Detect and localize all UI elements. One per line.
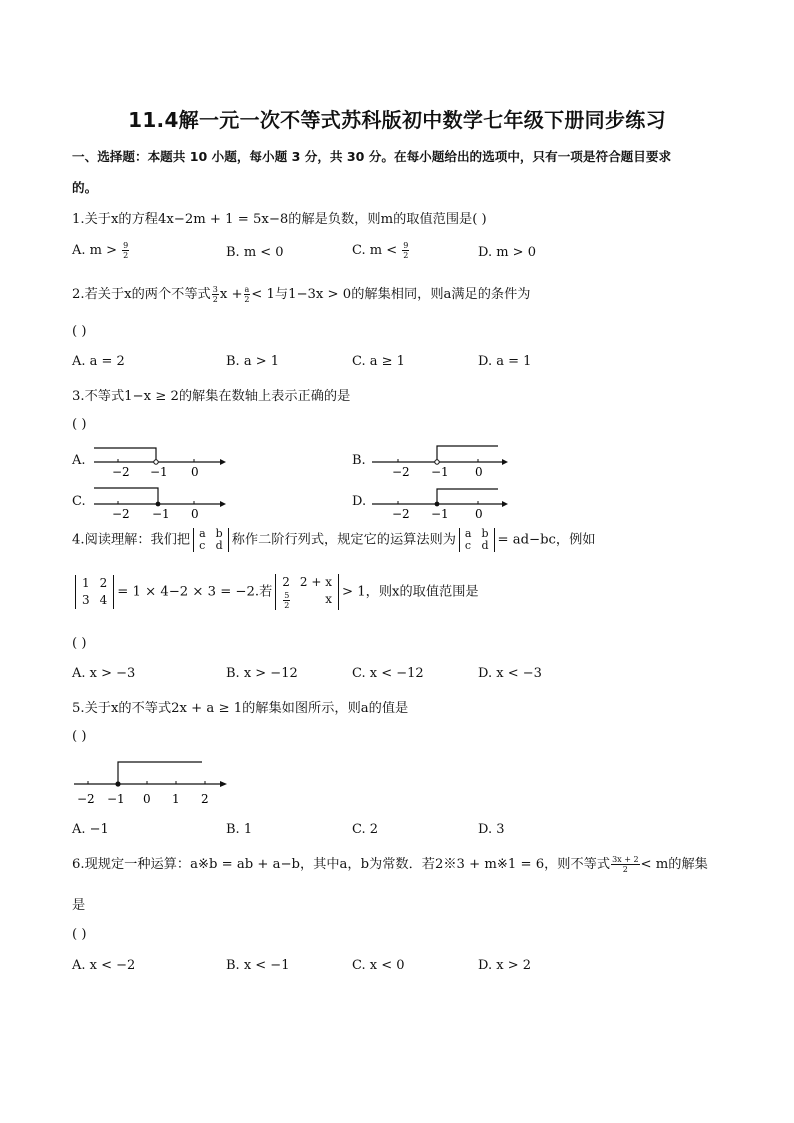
q2-frac-2 xyxy=(244,285,251,304)
q6-frac xyxy=(611,855,639,874)
q4-stem xyxy=(72,528,596,552)
q1-option-b: B. m < 0 xyxy=(226,245,284,260)
q6-paren: ( ) xyxy=(72,927,87,942)
det-entry: 4 xyxy=(99,593,108,607)
solution-ray xyxy=(94,448,156,462)
tick-label: −1 xyxy=(107,792,125,806)
q2-stem-mid: x + xyxy=(219,287,243,302)
tick-label: −1 xyxy=(431,465,449,479)
det-entry: c xyxy=(199,539,206,552)
det-entry: 2 + x xyxy=(299,575,332,589)
det-entry: c xyxy=(464,539,472,552)
tick-label: −2 xyxy=(392,507,410,521)
q4-option-a: A. x > −3 xyxy=(72,666,136,681)
axis-arrow xyxy=(502,459,508,465)
q4-det-4 xyxy=(275,574,339,610)
q2-frac-2-num: a xyxy=(244,285,250,294)
q2-option-b: B. a > 1 xyxy=(226,354,279,369)
q4-det-1 xyxy=(193,528,229,552)
det-entry: 3 xyxy=(82,593,90,607)
q4-example xyxy=(72,574,479,610)
tick-label: −2 xyxy=(112,465,130,479)
q3-option-c-label: C. xyxy=(72,494,86,509)
tick-label: 0 xyxy=(143,792,151,806)
tick-label: 0 xyxy=(475,507,483,521)
det-entry: 2 xyxy=(99,576,108,590)
open-dot xyxy=(435,460,439,464)
q1-c-frac xyxy=(402,241,409,260)
q1-stem: 1.关于x的方程4x−2m + 1 = 5x−8的解是负数，则m的取值范围是( ) xyxy=(72,212,487,227)
det-entry: x xyxy=(325,592,332,606)
tick-label: 1 xyxy=(172,792,180,806)
det-entry: d xyxy=(481,539,489,552)
q2-option-c: C. a ≥ 1 xyxy=(352,354,405,369)
tick-label: 0 xyxy=(475,465,483,479)
q5-option-c: C. 2 xyxy=(352,822,379,837)
q3-stem: 3.不等式1−x ≥ 2的解集在数轴上表示正确的是 xyxy=(72,389,351,404)
q3-option-a-numline xyxy=(90,440,230,482)
q3-option-d-label: D. xyxy=(352,494,367,509)
q3-option-a-label: A. xyxy=(72,453,86,468)
closed-dot xyxy=(435,502,440,507)
det-entry: 2 xyxy=(282,575,290,589)
q6-stem-cont: 是 xyxy=(72,898,86,913)
q5-option-a: A. −1 xyxy=(72,822,109,837)
q2-option-d: D. a = 1 xyxy=(478,354,532,369)
q5-option-d: D. 3 xyxy=(478,822,505,837)
q4-stem-mid: 称作二阶行列式，规定它的运算法则为 xyxy=(231,532,456,548)
q2-option-a: A. a = 2 xyxy=(72,354,125,369)
q1-option-c xyxy=(352,241,410,260)
q3-option-c-numline xyxy=(90,482,230,524)
q1-option-a xyxy=(72,241,130,260)
q2-stem xyxy=(72,283,531,304)
det-entry: b xyxy=(215,527,223,540)
tick-label: −1 xyxy=(152,507,170,521)
section-instructions: 一、选择题：本题共 10 小题，每小题 3 分，共 30 分。在每小题给出的选项中，只有一项是符合题目要求 xyxy=(72,149,672,164)
tick-label: 0 xyxy=(191,507,199,521)
det-entry: 1 xyxy=(82,576,90,590)
page-title: 11.4解一元一次不等式苏科版初中数学七年级下册同步练习 xyxy=(128,108,666,132)
q1-a-frac xyxy=(122,241,129,260)
tick-label: −2 xyxy=(77,792,95,806)
q6-stem xyxy=(72,853,708,874)
q1-c-text: C. m < xyxy=(352,243,398,258)
q2-paren: ( ) xyxy=(72,324,87,339)
q2-stem-post: < 1与1−3x > 0的解集相同，则a满足的条件为 xyxy=(251,287,531,302)
q6-option-b: B. x < −1 xyxy=(226,958,290,973)
frac-num: 5 xyxy=(284,591,290,600)
q6-frac-den: 2 xyxy=(622,865,628,874)
frac-den: 2 xyxy=(284,601,290,610)
q4-stem-pre: 4.阅读理解：我们把 xyxy=(72,532,191,548)
tick-label: −1 xyxy=(150,465,168,479)
solution-ray xyxy=(437,446,498,462)
q6-stem-post: < m的解集 xyxy=(640,857,708,872)
axis-arrow xyxy=(220,781,227,787)
q5-paren: ( ) xyxy=(72,729,87,744)
q6-option-c: C. x < 0 xyxy=(352,958,405,973)
q2-frac-2-den: 2 xyxy=(244,295,250,304)
tick-label: 2 xyxy=(201,792,209,806)
axis-arrow xyxy=(502,501,508,507)
axis-arrow xyxy=(220,501,226,507)
q3-option-d-numline xyxy=(368,482,513,524)
q1-a-den: 2 xyxy=(123,251,129,260)
q4-option-c: C. x < −12 xyxy=(352,666,424,681)
q3-paren: ( ) xyxy=(72,417,87,432)
solution-ray xyxy=(94,488,158,504)
tick-label: 0 xyxy=(191,465,199,479)
q1-option-d: D. m > 0 xyxy=(478,245,536,260)
q5-numline xyxy=(72,756,232,808)
closed-dot xyxy=(156,502,161,507)
q4-example-post: > 1，则x的取值范围是 xyxy=(342,584,479,600)
axis-arrow xyxy=(220,459,226,465)
q3-option-b-label: B. xyxy=(352,453,366,468)
q6-stem-pre: 6.现规定一种运算：a※b = ab + a−b，其中a，b为常数．若2※3 + m※1 = 6，则不等式 xyxy=(72,857,611,872)
closed-dot xyxy=(115,781,120,786)
q1-c-num: 9 xyxy=(403,241,409,250)
q4-stem-post: = ad−bc，例如 xyxy=(497,532,596,548)
q1-a-text: A. m > xyxy=(72,243,118,258)
q4-paren: ( ) xyxy=(72,636,87,651)
tick-label: −1 xyxy=(431,507,449,521)
det-entry: a xyxy=(464,527,472,540)
q1-a-num: 9 xyxy=(123,241,129,250)
q4-option-d: D. x < −3 xyxy=(478,666,542,681)
det-entry: d xyxy=(215,539,223,552)
solution-ray xyxy=(437,489,498,504)
q6-frac-num: 3x + 2 xyxy=(612,855,639,864)
tick-label: −2 xyxy=(392,465,410,479)
q5-stem: 5.关于x的不等式2x + a ≥ 1的解集如图所示，则a的值是 xyxy=(72,701,409,716)
q2-frac-1-den: 2 xyxy=(212,295,218,304)
q2-stem-pre: 2.若关于x的两个不等式 xyxy=(72,287,211,302)
q1-c-den: 2 xyxy=(403,251,409,260)
det-entry-frac xyxy=(283,591,290,610)
q5-option-b: B. 1 xyxy=(226,822,253,837)
q2-frac-1 xyxy=(212,285,219,304)
section-instructions-cont: 的。 xyxy=(72,180,98,195)
q3-option-b-numline xyxy=(368,440,513,482)
solution-ray xyxy=(118,762,202,784)
q4-det-3 xyxy=(75,575,114,609)
q4-example-mid: = 1 × 4−2 × 3 = −2.若 xyxy=(117,584,273,600)
det-entry: a xyxy=(199,527,206,540)
q6-option-a: A. x < −2 xyxy=(72,958,136,973)
q4-option-b: B. x > −12 xyxy=(226,666,298,681)
tick-label: −2 xyxy=(112,507,130,521)
open-dot xyxy=(154,460,158,464)
q2-frac-1-num: 3 xyxy=(212,285,218,294)
q6-option-d: D. x > 2 xyxy=(478,958,531,973)
det-entry: b xyxy=(481,527,489,540)
q4-det-2 xyxy=(459,528,495,552)
